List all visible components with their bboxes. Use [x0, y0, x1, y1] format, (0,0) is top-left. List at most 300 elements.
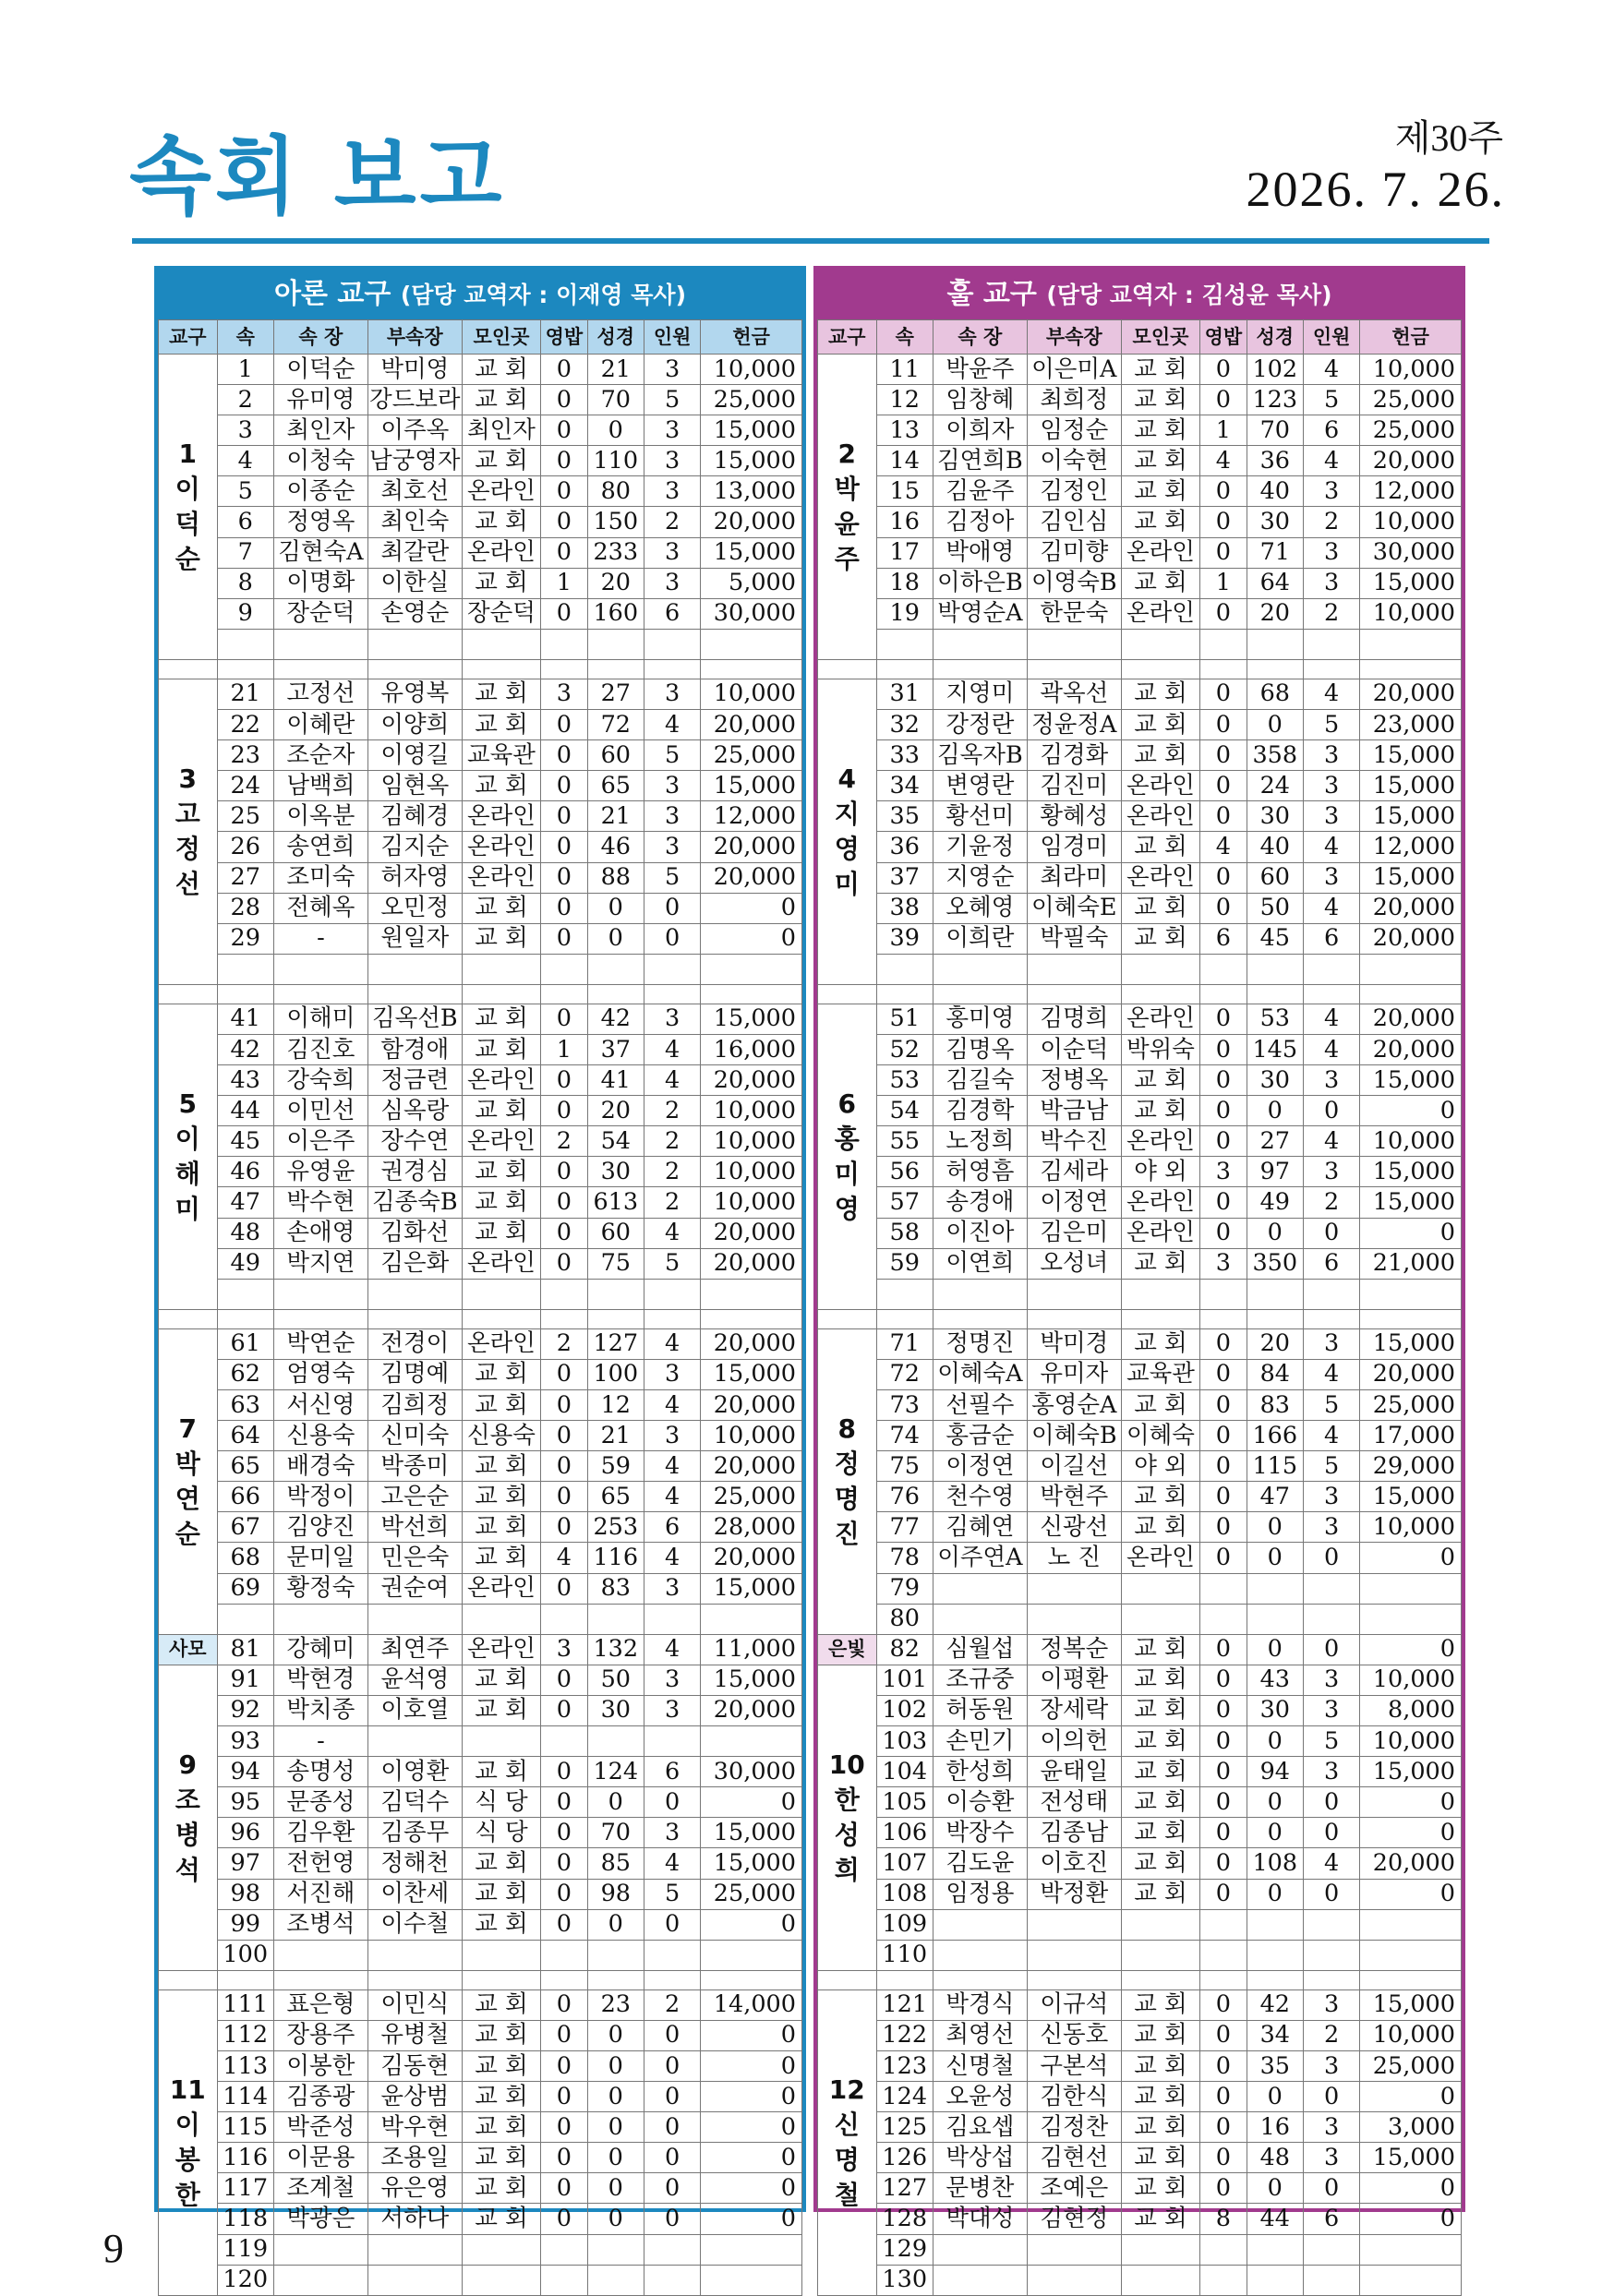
cell-subleader: 유영복: [367, 679, 462, 709]
cell-offering: 25,000: [1360, 2050, 1462, 2081]
cell-offering: 0: [1360, 1543, 1462, 1573]
cell-leader: 이해미: [273, 1004, 367, 1034]
cell-bible: 42: [587, 1004, 644, 1034]
cell-leader: 노정희: [933, 1126, 1027, 1157]
cell-count: 0: [1303, 1218, 1359, 1248]
cell-sok: [876, 629, 933, 659]
cell-place: [462, 1279, 540, 1309]
cell-leader: 선필수: [933, 1390, 1027, 1421]
cell-place: [1121, 954, 1199, 984]
cell-count: 0: [644, 893, 700, 923]
group-label-char: 11: [169, 2074, 206, 2105]
cell-subleader: [367, 1940, 462, 1970]
cell-bible: 36: [1247, 446, 1303, 476]
cell-place: 교 회: [1121, 1787, 1199, 1818]
table-row: [159, 1218, 802, 1248]
cell-meal: 8: [1200, 2204, 1247, 2234]
table-row: [818, 1004, 1462, 1034]
cell-place: [1121, 2265, 1199, 2295]
cell-count: 2: [644, 1187, 700, 1218]
cell-leader: 박상섭: [933, 2143, 1027, 2173]
cell-offering: 5,000: [701, 568, 802, 598]
cell-bible: 70: [587, 385, 644, 415]
cell-offering: 20,000: [1360, 1004, 1462, 1034]
cell-subleader: 전성태: [1027, 1787, 1121, 1818]
cell-subleader: 윤태일: [1027, 1757, 1121, 1787]
cell-bible: 0: [587, 2204, 644, 2234]
table-row: [818, 1359, 1462, 1389]
cell-leader: 김길숙: [933, 1065, 1027, 1096]
cell-place: 교 회: [462, 923, 540, 954]
column-header: 영밥: [1200, 320, 1247, 355]
table-row: [159, 1096, 802, 1126]
cell-sok: 32: [876, 710, 933, 740]
cell-count: [644, 1604, 700, 1634]
cell-subleader: 최희정: [1027, 385, 1121, 415]
cell-subleader: 김덕수: [367, 1787, 462, 1818]
table-row: [159, 1421, 802, 1451]
cell-leader: 김현숙A: [273, 537, 367, 568]
cell-meal: 0: [541, 2173, 587, 2204]
cell-offering: 20,000: [1360, 923, 1462, 954]
cell-place: 교 회: [1121, 1757, 1199, 1787]
cell-leader: [933, 629, 1027, 659]
cell-bible: 12: [587, 1390, 644, 1421]
cell-place: 교 회: [1121, 1848, 1199, 1879]
cell-offering: 15,000: [701, 1665, 802, 1695]
cell-place: 교 회: [462, 446, 540, 476]
cell-bible: [587, 2234, 644, 2265]
cell-meal: 0: [1200, 710, 1247, 740]
cell-place: 교 회: [462, 1879, 540, 1909]
cell-bible: 0: [1247, 1096, 1303, 1126]
table-row: [818, 2234, 1462, 2265]
column-header: 속: [876, 320, 933, 355]
cell-sok: 91: [217, 1665, 273, 1695]
column-header: 인원: [644, 320, 700, 355]
cell-meal: 0: [1200, 1328, 1247, 1359]
cell-bible: 0: [1247, 1879, 1303, 1909]
cell-bible: 53: [1247, 1004, 1303, 1034]
cell-sok: 121: [876, 1989, 933, 2020]
table-row: [159, 1665, 802, 1695]
cell-place: 교 회: [462, 1695, 540, 1725]
cell-offering: 12,000: [1360, 832, 1462, 862]
cell-leader: 김윤주: [933, 476, 1027, 507]
cell-place: 야 외: [1121, 1451, 1199, 1482]
cell-leader: 박애영: [933, 537, 1027, 568]
cell-subleader: 이규석: [1027, 1989, 1121, 2020]
cell-bible: 45: [1247, 923, 1303, 954]
cell-sok: 39: [876, 923, 933, 954]
cell-offering: 15,000: [701, 446, 802, 476]
cell-place: 교 회: [1121, 1096, 1199, 1126]
cell-leader: 전혜옥: [273, 893, 367, 923]
table-row: [159, 1695, 802, 1725]
cell-place: 온라인: [462, 832, 540, 862]
cell-meal: 3: [1200, 1157, 1247, 1187]
cell-subleader: 김종숙B: [367, 1187, 462, 1218]
table-row: [159, 355, 802, 385]
cell-offering: 14,000: [701, 1989, 802, 2020]
cell-place: 교 회: [462, 385, 540, 415]
group-label-char: 진: [834, 1518, 860, 1549]
group-label: [818, 1989, 877, 2295]
cell-place: 온라인: [1121, 1218, 1199, 1248]
cell-leader: 이승환: [933, 1787, 1027, 1818]
cell-sok: 100: [217, 1940, 273, 1970]
cell-leader: 기윤정: [933, 832, 1027, 862]
cell-leader: 서신영: [273, 1390, 367, 1421]
cell-sok: 72: [876, 1359, 933, 1389]
cell-bible: 85: [587, 1848, 644, 1879]
cell-subleader: 홍영순A: [1027, 1390, 1121, 1421]
group-separator: [159, 659, 802, 679]
cell-bible: 124: [587, 1757, 644, 1787]
cell-meal: 0: [541, 355, 587, 385]
cell-bible: 0: [1247, 1726, 1303, 1757]
cell-subleader: 박수진: [1027, 1126, 1121, 1157]
cell-count: 3: [644, 832, 700, 862]
table-row: [159, 1726, 802, 1757]
table-row: [159, 2234, 802, 2265]
cell-meal: [541, 2265, 587, 2295]
cell-place: [1121, 1573, 1199, 1604]
cell-place: 교 회: [462, 2112, 540, 2143]
group-label-char: 순: [175, 1518, 200, 1549]
column-header: 부속장: [1027, 320, 1121, 355]
cell-subleader: 유미자: [1027, 1359, 1121, 1389]
cell-meal: 0: [1200, 1818, 1247, 1848]
cell-place: 교 회: [462, 710, 540, 740]
cell-place: 교 회: [462, 1096, 540, 1126]
cell-sok: 77: [876, 1512, 933, 1543]
cell-count: 0: [644, 2173, 700, 2204]
cell-count: [644, 2265, 700, 2295]
cell-bible: [1247, 2234, 1303, 2265]
cell-subleader: [1027, 2234, 1121, 2265]
cell-subleader: 전경이: [367, 1328, 462, 1359]
group-label: [818, 1665, 877, 1970]
cell-leader: -: [273, 923, 367, 954]
cell-meal: 0: [541, 1218, 587, 1248]
cell-count: 4: [1303, 1126, 1359, 1157]
cell-count: 4: [1303, 1359, 1359, 1389]
cell-count: 4: [1303, 893, 1359, 923]
cell-meal: 0: [541, 476, 587, 507]
table-row: [818, 568, 1462, 598]
cell-offering: 10,000: [701, 1096, 802, 1126]
cell-bible: 97: [1247, 1157, 1303, 1187]
panel-header: [817, 270, 1462, 319]
cell-leader: [933, 954, 1027, 984]
cell-meal: 0: [1200, 2020, 1247, 2050]
table-row: [818, 740, 1462, 771]
cell-count: 4: [1303, 832, 1359, 862]
cell-offering: 10,000: [701, 1126, 802, 1157]
cell-sok: 33: [876, 740, 933, 771]
cell-subleader: [367, 954, 462, 984]
group-label: [159, 1665, 218, 1970]
cell-sok: 107: [876, 1848, 933, 1879]
cell-leader: 지영미: [933, 679, 1027, 709]
cell-sok: 8: [217, 568, 273, 598]
cell-meal: 0: [1200, 1989, 1247, 2020]
group-label-char: 정: [834, 1448, 860, 1479]
cell-bible: 0: [1247, 1512, 1303, 1543]
table-row: [159, 1034, 802, 1064]
cell-subleader: 박종미: [367, 1451, 462, 1482]
cell-subleader: 김현정: [1027, 2204, 1121, 2234]
cell-count: 3: [644, 1421, 700, 1451]
cell-leader: 서진해: [273, 1879, 367, 1909]
cell-meal: 3: [541, 1634, 587, 1665]
cell-bible: 233: [587, 537, 644, 568]
cell-bible: 358: [1247, 740, 1303, 771]
cell-sok: 49: [217, 1248, 273, 1279]
cell-offering: 15,000: [1360, 771, 1462, 801]
cell-subleader: 고은순: [367, 1482, 462, 1512]
group-label-char: 석: [175, 1854, 200, 1885]
cell-offering: 10,000: [1360, 1726, 1462, 1757]
cell-place: 교 회: [1121, 2173, 1199, 2204]
cell-place: 교 회: [462, 2050, 540, 2081]
group-label-char: 9: [178, 1749, 198, 1780]
group-label: [818, 1328, 877, 1634]
cell-place: 온라인: [462, 862, 540, 893]
cell-place: 교 회: [1121, 2082, 1199, 2112]
cell-offering: 12,000: [1360, 476, 1462, 507]
cell-place: 교 회: [462, 1989, 540, 2020]
table-row: [818, 1989, 1462, 2020]
cell-bible: 98: [587, 1879, 644, 1909]
table-row: [159, 771, 802, 801]
cell-subleader: 박선희: [367, 1512, 462, 1543]
cell-leader: 이청숙: [273, 446, 367, 476]
group-label-char: 10: [828, 1749, 865, 1780]
cell-count: 3: [644, 1359, 700, 1389]
cell-offering: [1360, 1573, 1462, 1604]
group-label-char: 이: [175, 473, 200, 504]
cell-bible: 46: [587, 832, 644, 862]
cell-sok: 38: [876, 893, 933, 923]
cell-count: 5: [644, 1248, 700, 1279]
group-label: [159, 1004, 218, 1309]
cell-bible: [1247, 1573, 1303, 1604]
cell-leader: 문미일: [273, 1543, 367, 1573]
table-row: [818, 1390, 1462, 1421]
cell-leader: 남백희: [273, 771, 367, 801]
cell-meal: [541, 954, 587, 984]
cell-offering: 15,000: [701, 1573, 802, 1604]
cell-count: 2: [644, 1096, 700, 1126]
cell-leader: [933, 1604, 1027, 1634]
cell-place: [462, 1940, 540, 1970]
cell-offering: [1360, 2265, 1462, 2295]
cell-offering: [701, 954, 802, 984]
cell-bible: 166: [1247, 1421, 1303, 1451]
cell-place: 교 회: [462, 1187, 540, 1218]
cell-subleader: 김명예: [367, 1359, 462, 1389]
cell-meal: 0: [1200, 1065, 1247, 1096]
cell-sok: 101: [876, 1665, 933, 1695]
cell-bible: 30: [1247, 1065, 1303, 1096]
cell-sok: 112: [217, 2020, 273, 2050]
cell-meal: [541, 2234, 587, 2265]
cell-place: 야 외: [1121, 1157, 1199, 1187]
cell-count: 4: [1303, 1034, 1359, 1064]
cell-leader: 이혜란: [273, 710, 367, 740]
cell-subleader: 이혜숙E: [1027, 893, 1121, 923]
cell-leader: 정명진: [933, 1328, 1027, 1359]
cell-count: 3: [1303, 1328, 1359, 1359]
cell-leader: 이혜숙A: [933, 1359, 1027, 1389]
cell-place: 교 회: [1121, 2020, 1199, 2050]
cell-sok: 63: [217, 1390, 273, 1421]
cell-subleader: 김화선: [367, 1218, 462, 1248]
cell-offering: 0: [701, 1909, 802, 1940]
cell-offering: 20,000: [701, 862, 802, 893]
cell-place: 최인자: [462, 415, 540, 446]
cell-count: 3: [1303, 1512, 1359, 1543]
cell-subleader: 박미영: [367, 355, 462, 385]
cell-place: 교 회: [462, 771, 540, 801]
cell-subleader: 박현주: [1027, 1482, 1121, 1512]
cell-leader: [273, 954, 367, 984]
cell-leader: 조병석: [273, 1909, 367, 1940]
cell-bible: 0: [587, 1787, 644, 1818]
cell-sok: 4: [217, 446, 273, 476]
cell-sok: 56: [876, 1157, 933, 1187]
cell-bible: 88: [587, 862, 644, 893]
cell-place: 교 회: [1121, 679, 1199, 709]
cell-count: 4: [1303, 1848, 1359, 1879]
cell-bible: 83: [1247, 1390, 1303, 1421]
cell-meal: [541, 629, 587, 659]
cell-offering: [1360, 954, 1462, 984]
cell-place: 교 회: [462, 1359, 540, 1389]
cell-leader: 강숙희: [273, 1065, 367, 1096]
cell-subleader: 최호선: [367, 476, 462, 507]
cell-leader: [933, 1279, 1027, 1309]
cell-place: 교 회: [462, 1157, 540, 1187]
cell-offering: [701, 2234, 802, 2265]
cell-offering: [701, 1940, 802, 1970]
group-label-char: 1: [178, 438, 198, 469]
cell-place: 교 회: [462, 1034, 540, 1064]
cell-leader: 지영순: [933, 862, 1027, 893]
cell-meal: 0: [541, 1065, 587, 1096]
cell-place: [462, 1726, 540, 1757]
group-label-char: 순: [175, 543, 200, 574]
cell-offering: 10,000: [701, 1187, 802, 1218]
cell-count: [1303, 2234, 1359, 2265]
cell-subleader: 정병옥: [1027, 1065, 1121, 1096]
column-header: 영밥: [541, 320, 587, 355]
table-row: [818, 1248, 1462, 1279]
cell-count: 0: [644, 2082, 700, 2112]
cell-meal: 0: [1200, 1034, 1247, 1064]
cell-offering: 25,000: [1360, 1390, 1462, 1421]
cell-count: 2: [644, 1157, 700, 1187]
cell-subleader: [1027, 1940, 1121, 1970]
cell-count: 4: [644, 1065, 700, 1096]
cell-bible: 84: [1247, 1359, 1303, 1389]
cell-count: 4: [644, 1848, 700, 1879]
table-row: [159, 893, 802, 923]
cell-subleader: 김세라: [1027, 1157, 1121, 1187]
cell-leader: [273, 1604, 367, 1634]
cell-count: 4: [1303, 1004, 1359, 1034]
cell-subleader: 김진미: [1027, 771, 1121, 801]
cell-offering: 23,000: [1360, 710, 1462, 740]
cell-bible: [587, 1940, 644, 1970]
cell-subleader: 남궁영자: [367, 446, 462, 476]
cell-place: 교 회: [462, 2173, 540, 2204]
cell-leader: 김명옥: [933, 1034, 1027, 1064]
cell-meal: [1200, 629, 1247, 659]
group-label-char: 고: [175, 798, 200, 829]
table-row: [159, 1879, 802, 1909]
cell-sok: 29: [217, 923, 273, 954]
cell-offering: 15,000: [1360, 1989, 1462, 2020]
table-row: [159, 1482, 802, 1512]
cell-leader: 김도윤: [933, 1848, 1027, 1879]
cell-count: 4: [644, 1390, 700, 1421]
cell-subleader: 유병철: [367, 2020, 462, 2050]
cell-place: 교 회: [1121, 355, 1199, 385]
table-row: [159, 740, 802, 771]
cell-count: 5: [1303, 1726, 1359, 1757]
cell-place: [462, 2265, 540, 2295]
table-row: [818, 537, 1462, 568]
cell-sok: 97: [217, 1848, 273, 1879]
cell-leader: 박준성: [273, 2112, 367, 2143]
cell-sok: 28: [217, 893, 273, 923]
report-table: [817, 319, 1462, 2296]
group-label-char: 홍: [834, 1123, 860, 1154]
cell-sok: 117: [217, 2173, 273, 2204]
cell-place: 박위숙: [1121, 1034, 1199, 1064]
cell-leader: 이덕순: [273, 355, 367, 385]
cell-bible: 20: [1247, 598, 1303, 629]
cell-offering: 8,000: [1360, 1695, 1462, 1725]
cell-leader: 조규중: [933, 1665, 1027, 1695]
group-label-char: 8: [837, 1412, 857, 1444]
cell-meal: 0: [1200, 1126, 1247, 1157]
cell-subleader: [367, 2265, 462, 2295]
cell-count: 0: [1303, 1787, 1359, 1818]
cell-subleader: 장세락: [1027, 1695, 1121, 1725]
cell-meal: 4: [1200, 832, 1247, 862]
cell-sok: 106: [876, 1818, 933, 1848]
cell-offering: 30,000: [701, 598, 802, 629]
cell-count: 5: [1303, 385, 1359, 415]
cell-subleader: 김혜경: [367, 801, 462, 832]
panel-subtitle: (담당 교역자 : 이재영 목사): [400, 282, 686, 308]
cell-bible: 0: [1247, 1543, 1303, 1573]
cell-subleader: 김은화: [367, 1248, 462, 1279]
cell-place: 교 회: [462, 2082, 540, 2112]
cell-offering: 12,000: [701, 801, 802, 832]
cell-subleader: 박금남: [1027, 1096, 1121, 1126]
cell-bible: 108: [1247, 1848, 1303, 1879]
cell-sok: 128: [876, 2204, 933, 2234]
cell-sok: [217, 1279, 273, 1309]
cell-place: [462, 1604, 540, 1634]
cell-subleader: 이길선: [1027, 1451, 1121, 1482]
group-label-char: 해: [175, 1158, 200, 1189]
